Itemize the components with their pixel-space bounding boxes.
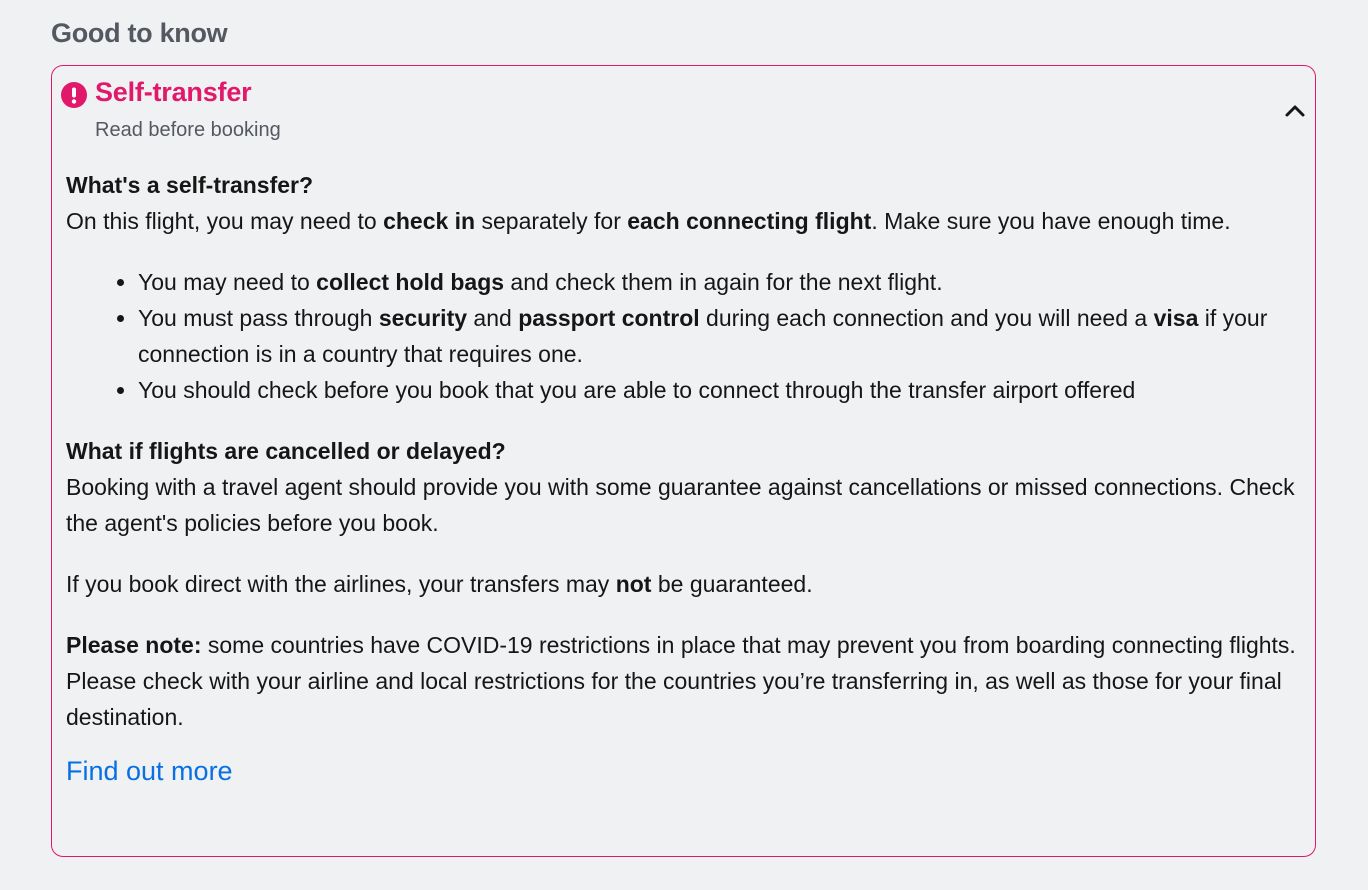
- list-item: • You must pass through security and passport control during each connection and you will need a visa if your connection is in a country that requires one.: [138, 300, 1306, 372]
- panel-title: Self-transfer: [95, 77, 252, 107]
- chevron-up-icon[interactable]: [1280, 96, 1310, 126]
- question-self-transfer: What's a self-transfer?: [66, 172, 314, 198]
- self-transfer-explanation: On this flight, you may need to check in separately for each connecting flight. Make sure you have enough time.: [66, 208, 1231, 234]
- travel-agent-paragraph: Booking with a travel agent should provide you with some guarantee against cancellations or missed connections. Check the agent's policies before you book.: [66, 474, 1295, 536]
- panel-content: [66, 167, 1306, 790]
- question-cancelled-delayed: What if flights are cancelled or delayed?: [66, 438, 506, 464]
- find-out-more-link[interactable]: Find out more: [66, 756, 233, 786]
- self-transfer-list: [66, 264, 1306, 408]
- exclamation-circle-icon: [61, 82, 87, 108]
- panel-subtitle: Read before booking: [95, 119, 281, 141]
- covid-note-paragraph: Please note: some countries have COVID-19 restrictions in place that may prevent you from boarding connecting flights. Please check with your airline and local restrictions for the countries you’re transferring in, as well as those for your final destination.: [66, 632, 1296, 730]
- self-transfer-panel: [51, 65, 1316, 857]
- list-item: • You may need to collect hold bags and check them in again for the next flight.: [138, 264, 1306, 300]
- list-item: • You should check before you book that you are able to connect through the transfer airport offered: [138, 372, 1306, 408]
- direct-booking-paragraph: If you book direct with the airlines, your transfers may not be guaranteed.: [66, 571, 813, 597]
- section-title: Good to know: [51, 18, 228, 48]
